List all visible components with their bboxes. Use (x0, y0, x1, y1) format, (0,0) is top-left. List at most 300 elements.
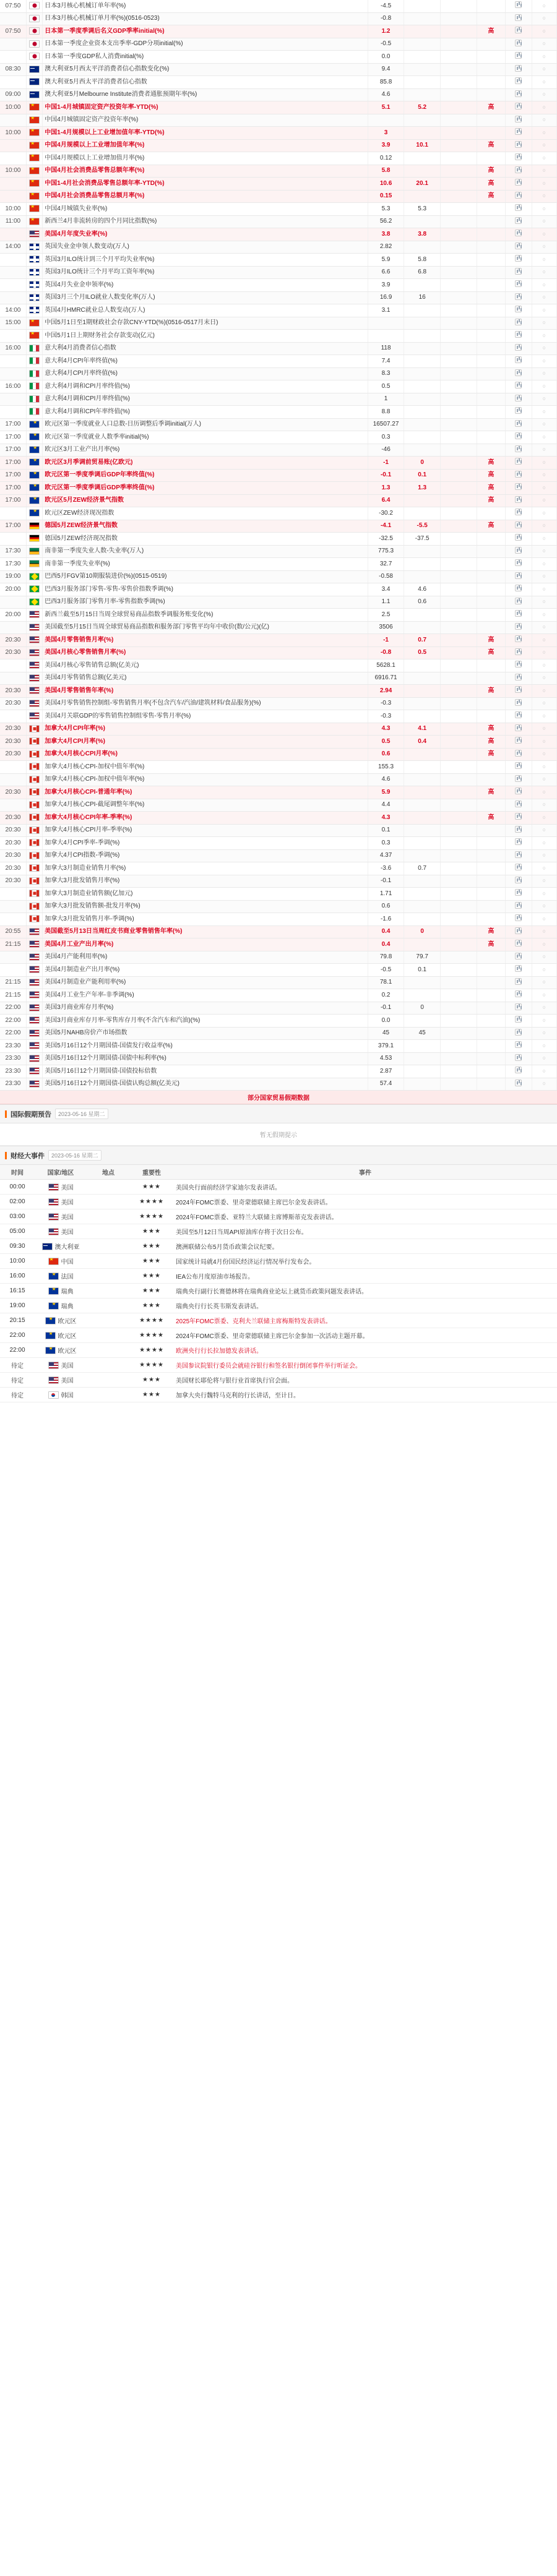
chart-icon[interactable] (515, 52, 522, 59)
bell-icon[interactable]: ○ (542, 864, 546, 871)
list-item[interactable] (0, 1195, 557, 1209)
event-name[interactable]: 中国4月规模以上工业增加值月率(%) (43, 152, 368, 165)
chart-button[interactable] (506, 710, 532, 723)
chart-icon[interactable] (515, 686, 522, 693)
event-name[interactable]: 中国5月1日至1期财政社会存款CNY-YTD(%)(0516-0517月末日) (43, 317, 368, 330)
bell-icon[interactable]: ○ (542, 522, 546, 528)
event-name[interactable]: 加拿大4月CPI月率(%) (43, 736, 368, 749)
event-description[interactable]: 美国参议院银行委员会就硅谷银行和签名银行倒闭事件举行听证会。 (173, 1358, 557, 1373)
list-item[interactable] (0, 1239, 557, 1254)
chart-icon[interactable] (515, 331, 522, 338)
chart-button[interactable] (506, 520, 532, 533)
bell-icon[interactable]: ○ (542, 814, 546, 820)
bell-icon[interactable]: ○ (542, 27, 546, 34)
chart-icon[interactable] (515, 432, 522, 439)
event-name[interactable]: 意大利4月调和CPI年率终值(%) (43, 406, 368, 419)
event-name[interactable]: 英国3月ILO统计到三个月平均失业率(%) (43, 254, 368, 267)
event-name[interactable]: 美国5月16日12个月期国债-国债中标利率(%) (43, 1052, 368, 1065)
table-row[interactable] (0, 152, 557, 165)
event-name[interactable]: 欧元区第一季度就业人口总数-日历调整后季调initial(万人) (43, 418, 368, 431)
table-row[interactable] (0, 38, 557, 51)
table-row[interactable] (0, 444, 557, 457)
chart-icon[interactable] (515, 27, 522, 33)
event-name[interactable]: 美国4月零售销售月率(%) (43, 634, 368, 647)
table-row[interactable] (0, 1065, 557, 1078)
table-row[interactable] (0, 342, 557, 355)
event-name[interactable]: 美国4月核心零售销售月率(%) (43, 646, 368, 659)
table-row[interactable] (0, 469, 557, 482)
table-row[interactable] (0, 723, 557, 736)
chart-button[interactable] (506, 1052, 532, 1065)
table-row[interactable] (0, 812, 557, 825)
list-item[interactable] (0, 1328, 557, 1343)
chart-icon[interactable] (515, 280, 522, 287)
bell-icon[interactable]: ○ (542, 370, 546, 376)
bell-icon[interactable]: ○ (542, 433, 546, 440)
chart-button[interactable] (506, 976, 532, 989)
bell-icon[interactable]: ○ (542, 636, 546, 643)
event-name[interactable]: 加拿大4月核心CPI-加权中值年率(%) (43, 761, 368, 774)
chart-button[interactable] (506, 291, 532, 304)
chart-button[interactable] (506, 190, 532, 203)
event-name[interactable]: 美国5月NAHB房价产市场指数 (43, 1027, 368, 1040)
event-name[interactable]: 美国4月零售销售总额(亿美元) (43, 672, 368, 685)
alert-button[interactable] (532, 520, 557, 533)
chart-button[interactable] (506, 697, 532, 710)
alert-button[interactable] (532, 748, 557, 761)
chart-button[interactable] (506, 444, 532, 457)
bell-icon[interactable]: ○ (542, 345, 546, 351)
event-name[interactable]: 加拿大4月CPI季率-季调(%) (43, 837, 368, 850)
event-name[interactable]: 加拿大4月CPI指数-季调(%) (43, 849, 368, 862)
bell-icon[interactable]: ○ (542, 2, 546, 9)
chart-icon[interactable] (515, 192, 522, 199)
alert-button[interactable] (532, 862, 557, 875)
chart-icon[interactable] (515, 356, 522, 363)
chart-button[interactable] (506, 1002, 532, 1015)
chart-icon[interactable] (515, 648, 522, 655)
bell-icon[interactable]: ○ (542, 560, 546, 567)
chart-button[interactable] (506, 773, 532, 786)
chart-icon[interactable] (515, 319, 522, 325)
bell-icon[interactable]: ○ (542, 1042, 546, 1049)
table-row[interactable] (0, 178, 557, 191)
chart-icon[interactable] (515, 914, 522, 921)
chart-button[interactable] (506, 736, 532, 749)
event-description[interactable]: 欧洲央行行长拉加德发表讲话。 (173, 1343, 557, 1358)
table-row[interactable] (0, 457, 557, 470)
bell-icon[interactable]: ○ (542, 255, 546, 262)
chart-icon[interactable] (515, 750, 522, 757)
alert-button[interactable] (532, 241, 557, 254)
list-item[interactable] (0, 1284, 557, 1299)
bell-icon[interactable]: ○ (542, 877, 546, 883)
alert-button[interactable] (532, 659, 557, 672)
alert-button[interactable] (532, 367, 557, 380)
chart-icon[interactable] (515, 661, 522, 668)
table-row[interactable] (0, 964, 557, 977)
table-row[interactable] (0, 291, 557, 304)
bell-icon[interactable]: ○ (542, 116, 546, 122)
bell-icon[interactable]: ○ (542, 243, 546, 249)
chart-icon[interactable] (515, 598, 522, 604)
bell-icon[interactable]: ○ (542, 395, 546, 401)
chart-button[interactable] (506, 723, 532, 736)
chart-icon[interactable] (515, 65, 522, 72)
alert-button[interactable] (532, 215, 557, 228)
chart-icon[interactable] (515, 801, 522, 807)
table-row[interactable] (0, 51, 557, 64)
table-row[interactable] (0, 672, 557, 685)
bell-icon[interactable]: ○ (542, 446, 546, 452)
chart-button[interactable] (506, 139, 532, 152)
chart-button[interactable] (506, 266, 532, 279)
alert-button[interactable] (532, 139, 557, 152)
event-name[interactable]: 美国4月制造业产出月率(%) (43, 964, 368, 977)
bell-icon[interactable]: ○ (542, 611, 546, 617)
chart-button[interactable] (506, 178, 532, 191)
chart-icon[interactable] (515, 369, 522, 376)
table-row[interactable] (0, 1052, 557, 1065)
table-row[interactable] (0, 1040, 557, 1053)
chart-button[interactable] (506, 1015, 532, 1028)
event-name[interactable]: 意大利4月CPI月率终值(%) (43, 367, 368, 380)
chart-button[interactable] (506, 761, 532, 774)
event-description[interactable]: 加拿大央行魏特马克利的行长讲话，至计日。 (173, 1388, 557, 1402)
table-row[interactable] (0, 570, 557, 583)
event-name[interactable]: 意大利4月消费者信心指数 (43, 342, 368, 355)
bell-icon[interactable]: ○ (542, 509, 546, 516)
bell-icon[interactable]: ○ (542, 712, 546, 719)
chart-icon[interactable] (515, 179, 522, 186)
alert-button[interactable] (532, 609, 557, 622)
chart-button[interactable] (506, 583, 532, 596)
alert-button[interactable] (532, 457, 557, 470)
alert-button[interactable] (532, 266, 557, 279)
chart-button[interactable] (506, 279, 532, 292)
bell-icon[interactable]: ○ (542, 192, 546, 199)
chart-icon[interactable] (515, 864, 522, 870)
event-name[interactable]: 加拿大4月核心CPI月率(%) (43, 748, 368, 761)
bell-icon[interactable]: ○ (542, 281, 546, 288)
bell-icon[interactable]: ○ (542, 826, 546, 833)
chart-button[interactable] (506, 888, 532, 901)
bell-icon[interactable]: ○ (542, 573, 546, 579)
chart-button[interactable] (506, 849, 532, 862)
alert-button[interactable] (532, 1052, 557, 1065)
alert-button[interactable] (532, 545, 557, 558)
event-name[interactable]: 英国4月HMRC就业总人数变动(万人) (43, 304, 368, 317)
bell-icon[interactable]: ○ (542, 357, 546, 364)
chart-icon[interactable] (515, 711, 522, 718)
chart-icon[interactable] (515, 204, 522, 211)
event-name[interactable]: 美国截至5月15日当周全球贸易商品指数和服务部门零售平均年中收价(数/公元)(亿) (43, 621, 368, 634)
chart-icon[interactable] (515, 243, 522, 249)
alert-button[interactable] (532, 393, 557, 406)
chart-icon[interactable] (515, 826, 522, 833)
chart-button[interactable] (506, 748, 532, 761)
event-description[interactable]: 国家统计局就4月份国民经济运行情况举行发布会。 (173, 1254, 557, 1269)
bell-icon[interactable]: ○ (542, 484, 546, 491)
chart-button[interactable] (506, 330, 532, 343)
alert-button[interactable] (532, 786, 557, 799)
chart-icon[interactable] (515, 838, 522, 845)
event-description[interactable]: 2025年FOMC票委、克利夫兰联储主席梅斯特发表讲话。 (173, 1313, 557, 1328)
event-name[interactable]: 美国4月零售销售年率(%) (43, 685, 368, 698)
event-name[interactable]: 英国失业金申领人数变动(万人) (43, 241, 368, 254)
alert-button[interactable] (532, 976, 557, 989)
chart-icon[interactable] (515, 978, 522, 985)
alert-button[interactable] (532, 355, 557, 368)
table-row[interactable] (0, 12, 557, 25)
alert-button[interactable] (532, 1078, 557, 1091)
chart-button[interactable] (506, 317, 532, 330)
alert-button[interactable] (532, 63, 557, 76)
alert-button[interactable] (532, 888, 557, 901)
alert-button[interactable] (532, 101, 557, 114)
event-name[interactable]: 日本3月核心机械订单年率(%) (43, 0, 368, 12)
bell-icon[interactable]: ○ (542, 535, 546, 541)
table-row[interactable] (0, 837, 557, 850)
alert-button[interactable] (532, 88, 557, 101)
chart-button[interactable] (506, 938, 532, 951)
chart-icon[interactable] (515, 674, 522, 680)
bell-icon[interactable]: ○ (542, 1016, 546, 1023)
event-name[interactable]: 巴西3月服务部门零售-零售-零售价指数季调(%) (43, 583, 368, 596)
event-name[interactable]: 加拿大4月核心CPI月率-季率(%) (43, 824, 368, 837)
alert-button[interactable] (532, 190, 557, 203)
alert-button[interactable] (532, 812, 557, 825)
event-description[interactable]: 瑞典央行行长英韦斯发表讲话。 (173, 1299, 557, 1313)
event-name[interactable]: 英国3月ILO统计三个月平均工资年率(%) (43, 266, 368, 279)
event-name[interactable]: 美国4月产能利用率(%) (43, 951, 368, 964)
bell-icon[interactable]: ○ (542, 966, 546, 972)
bell-icon[interactable]: ○ (542, 53, 546, 59)
chart-icon[interactable] (515, 1, 522, 8)
chart-button[interactable] (506, 989, 532, 1002)
table-row[interactable] (0, 25, 557, 38)
list-item[interactable] (0, 1388, 557, 1402)
table-row[interactable] (0, 190, 557, 203)
bell-icon[interactable]: ○ (542, 66, 546, 72)
chart-button[interactable] (506, 1078, 532, 1091)
alert-button[interactable] (532, 824, 557, 837)
alert-button[interactable] (532, 964, 557, 977)
alert-button[interactable] (532, 900, 557, 913)
chart-icon[interactable] (515, 788, 522, 794)
event-description[interactable]: 美国央行面前经济学家迪尔发表讲话。 (173, 1180, 557, 1195)
event-name[interactable]: 美国4月年度失业率(%) (43, 228, 368, 241)
chart-icon[interactable] (515, 153, 522, 160)
table-row[interactable] (0, 114, 557, 127)
event-description[interactable]: 美国至5月12日当周API原油库存将于次日公布。 (173, 1224, 557, 1239)
table-row[interactable] (0, 317, 557, 330)
alert-button[interactable] (532, 723, 557, 736)
alert-button[interactable] (532, 646, 557, 659)
event-description[interactable]: 瑞典央行副行长赛德林将在瑞典商业论坛上就货币政策问题发表讲话。 (173, 1284, 557, 1299)
chart-button[interactable] (506, 127, 532, 140)
alert-button[interactable] (532, 418, 557, 431)
event-name[interactable]: 欧元区第一季度季调后GDP季率终值(%) (43, 482, 368, 495)
list-item[interactable] (0, 1180, 557, 1195)
table-row[interactable] (0, 165, 557, 178)
table-row[interactable] (0, 634, 557, 647)
chart-icon[interactable] (515, 737, 522, 744)
table-row[interactable] (0, 558, 557, 571)
event-description[interactable]: 2024年FOMC票委、亚特兰大联储主席博斯蒂克发表讲话。 (173, 1209, 557, 1224)
alert-button[interactable] (532, 406, 557, 419)
chart-button[interactable] (506, 609, 532, 622)
chart-button[interactable] (506, 596, 532, 609)
bell-icon[interactable]: ○ (542, 763, 546, 770)
table-row[interactable] (0, 925, 557, 938)
event-description[interactable]: 澳洲联储公布5月货币政策会议纪要。 (173, 1239, 557, 1254)
event-name[interactable]: 加拿大3月批发销售月率-季调(%) (43, 913, 368, 926)
event-name[interactable]: 美国5月16日12个月期国债-国债认购总额(亿美元) (43, 1078, 368, 1091)
event-description[interactable]: IEA公布月度原油市场报告。 (173, 1269, 557, 1284)
bell-icon[interactable]: ○ (542, 332, 546, 338)
table-row[interactable] (0, 520, 557, 533)
chart-button[interactable] (506, 393, 532, 406)
alert-button[interactable] (532, 304, 557, 317)
event-name[interactable]: 意大利4月CPI年率终值(%) (43, 355, 368, 368)
bell-icon[interactable]: ○ (542, 382, 546, 389)
chart-button[interactable] (506, 545, 532, 558)
bell-icon[interactable]: ○ (542, 497, 546, 503)
alert-button[interactable] (532, 494, 557, 507)
alert-button[interactable] (532, 761, 557, 774)
chart-button[interactable] (506, 494, 532, 507)
chart-button[interactable] (506, 469, 532, 482)
event-name[interactable]: 加拿大3月批发销售额-批发月率(%) (43, 900, 368, 913)
chart-button[interactable] (506, 672, 532, 685)
bell-icon[interactable]: ○ (542, 788, 546, 795)
event-name[interactable]: 中国4月城镇失业率(%) (43, 203, 368, 216)
table-row[interactable] (0, 646, 557, 659)
chart-icon[interactable] (515, 166, 522, 173)
table-row[interactable] (0, 1027, 557, 1040)
bell-icon[interactable]: ○ (542, 991, 546, 998)
table-row[interactable] (0, 545, 557, 558)
chart-button[interactable] (506, 304, 532, 317)
table-row[interactable] (0, 609, 557, 622)
event-name[interactable]: 美国4月关联GDP的零售销售控制组零售-零售月率(%) (43, 710, 368, 723)
chart-button[interactable] (506, 355, 532, 368)
alert-button[interactable] (532, 12, 557, 25)
table-row[interactable] (0, 710, 557, 723)
event-name[interactable]: 欧元区5月ZEW经济景气指数 (43, 494, 368, 507)
alert-button[interactable] (532, 431, 557, 444)
event-name[interactable]: 欧元区第一季度就业人数季率initial(%) (43, 431, 368, 444)
bell-icon[interactable]: ○ (542, 40, 546, 46)
chart-button[interactable] (506, 215, 532, 228)
chart-button[interactable] (506, 228, 532, 241)
event-name[interactable]: 德国5月ZEW经济景气指数 (43, 520, 368, 533)
alert-button[interactable] (532, 913, 557, 926)
event-name[interactable]: 加拿大4月核心CPI年率-季率(%) (43, 812, 368, 825)
event-name[interactable]: 澳大利亚5月西太平洋消费者信心指数变化(%) (43, 63, 368, 76)
chart-icon[interactable] (515, 471, 522, 478)
event-name[interactable]: 欧元区第一季度季调后GDP年率终值(%) (43, 469, 368, 482)
chart-button[interactable] (506, 558, 532, 571)
chart-button[interactable] (506, 482, 532, 495)
event-name[interactable]: 美国3月商业库存月率(%) (43, 1002, 368, 1015)
bell-icon[interactable]: ○ (542, 1067, 546, 1074)
chart-button[interactable] (506, 862, 532, 875)
event-name[interactable]: 澳大利亚5月西太平洋消费者信心指数 (43, 76, 368, 89)
table-row[interactable] (0, 127, 557, 140)
bell-icon[interactable]: ○ (542, 649, 546, 655)
chart-button[interactable] (506, 63, 532, 76)
chart-button[interactable] (506, 913, 532, 926)
table-row[interactable] (0, 799, 557, 812)
bell-icon[interactable]: ○ (542, 852, 546, 858)
chart-icon[interactable] (515, 407, 522, 414)
list-item[interactable] (0, 1343, 557, 1358)
chart-button[interactable] (506, 25, 532, 38)
chart-button[interactable] (506, 418, 532, 431)
event-name[interactable]: 欧元区3月工业产出月率(%) (43, 444, 368, 457)
table-row[interactable] (0, 786, 557, 799)
event-name[interactable]: 美国4月工业产出月率(%) (43, 938, 368, 951)
bell-icon[interactable]: ○ (542, 319, 546, 325)
alert-button[interactable] (532, 672, 557, 685)
chart-button[interactable] (506, 406, 532, 419)
alert-button[interactable] (532, 291, 557, 304)
table-row[interactable] (0, 875, 557, 888)
chart-icon[interactable] (515, 534, 522, 541)
chart-icon[interactable] (515, 775, 522, 782)
table-row[interactable] (0, 88, 557, 101)
alert-button[interactable] (532, 469, 557, 482)
chart-button[interactable] (506, 824, 532, 837)
event-name[interactable]: 日本第一季度季调后名义GDP季率initial(%) (43, 25, 368, 38)
chart-icon[interactable] (515, 395, 522, 401)
table-row[interactable] (0, 0, 557, 12)
event-name[interactable]: 英国4月失业金申领率(%) (43, 279, 368, 292)
alert-button[interactable] (532, 875, 557, 888)
chart-icon[interactable] (515, 128, 522, 135)
chart-button[interactable] (506, 114, 532, 127)
alert-button[interactable] (532, 254, 557, 267)
bell-icon[interactable]: ○ (542, 78, 546, 85)
chart-button[interactable] (506, 38, 532, 51)
event-name[interactable]: 加拿大4月核心CPI-加权中值年率(%) (43, 773, 368, 786)
table-row[interactable] (0, 279, 557, 292)
chart-icon[interactable] (515, 1067, 522, 1073)
chart-icon[interactable] (515, 610, 522, 617)
alert-button[interactable] (532, 203, 557, 216)
chart-icon[interactable] (515, 965, 522, 972)
bell-icon[interactable]: ○ (542, 179, 546, 186)
table-row[interactable] (0, 355, 557, 368)
bell-icon[interactable]: ○ (542, 154, 546, 161)
bell-icon[interactable]: ○ (542, 103, 546, 110)
table-row[interactable] (0, 583, 557, 596)
list-item[interactable] (0, 1269, 557, 1284)
alert-button[interactable] (532, 0, 557, 12)
event-name[interactable]: 日本第一季度企业资本支出季率-GDP分项initial(%) (43, 38, 368, 51)
chart-icon[interactable] (515, 927, 522, 934)
bell-icon[interactable]: ○ (542, 142, 546, 148)
bell-icon[interactable]: ○ (542, 129, 546, 135)
chart-icon[interactable] (515, 889, 522, 896)
bell-icon[interactable]: ○ (542, 624, 546, 630)
chart-icon[interactable] (515, 585, 522, 591)
chart-button[interactable] (506, 507, 532, 520)
event-name[interactable]: 美国5月16日12个月期国债-国债发行收益率(%) (43, 1040, 368, 1053)
chart-icon[interactable] (515, 40, 522, 46)
